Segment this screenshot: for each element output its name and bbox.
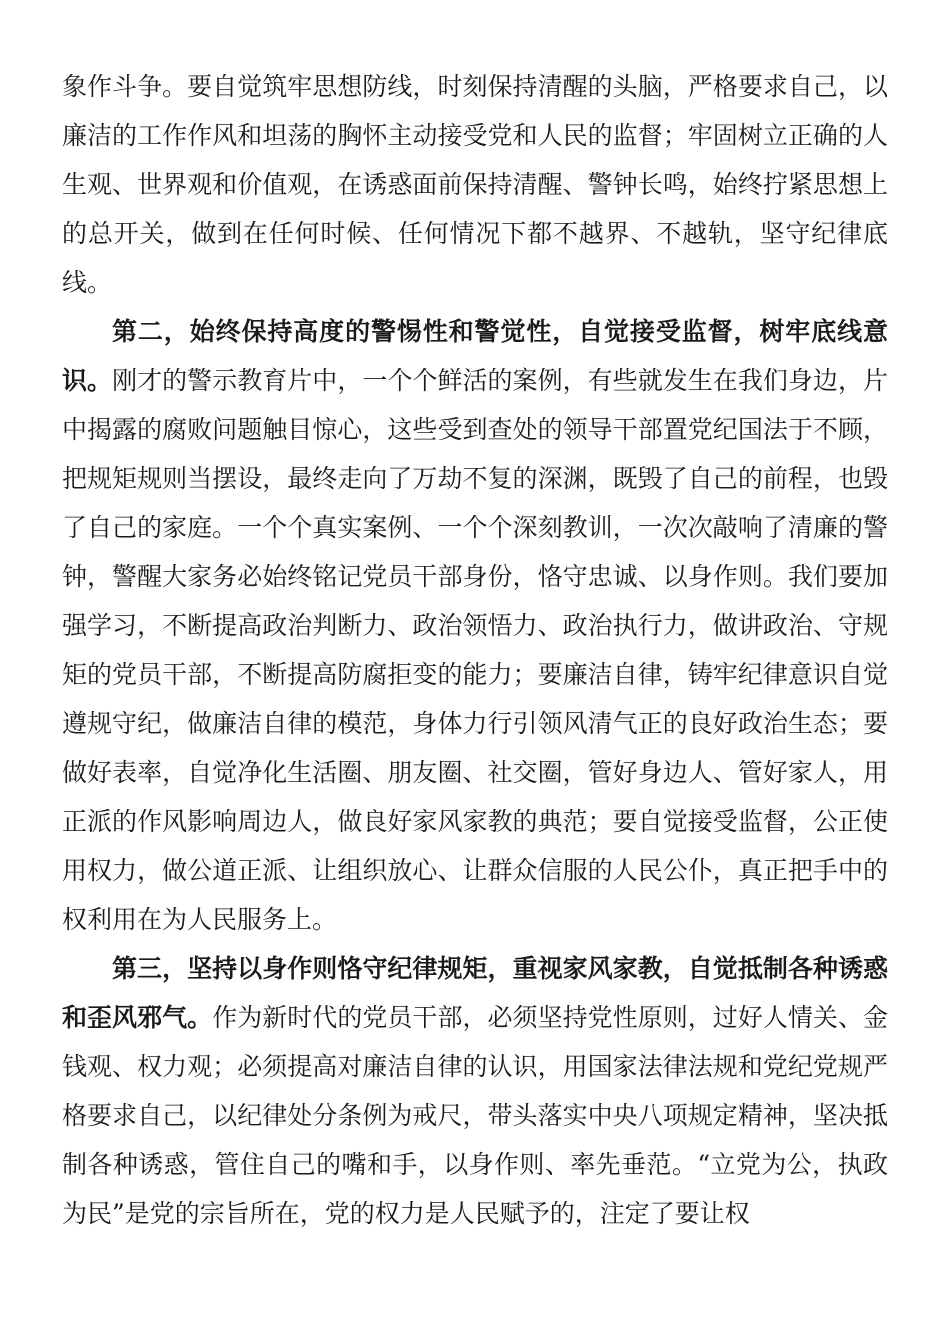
paragraph-text: 刚才的警示教育片中，一个个鲜活的案例，有些就发生在我们身边，片中揭露的腐败问题触目惊心，这些受到查处的领导干部置党纪国法于不顾，把规矩规则当摆设，最终走向了万劫不复的深渊，既毁了自己的前程，也毁了自己的家庭。一个个真实案例、一个个深刻教训，一次次敲响了清廉的警钟，警醒大家务必始终铭记党员干部身份，恪守忠诚、以身作则。我们要加强学习，不断提高政治判断力、政治领悟力、政治执行力，做讲政治、守规矩的党员干部，不断提高防腐拒变的能力；要廉洁自律，铸牢纪律意识自觉遵规守纪，做廉洁自律的模范，身体力行引领风清气正的良好政治生态；要做好表率，自觉净化生活圈、朋友圈、社交圈，管好身边人、管好家人，用正派的作风影响周边人，做良好家风家教的典范；要自觉接受监督，公正使用权力，做公道正派、让组织放心、让群众信服的人民公仆，真正把手中的权利用在为人民服务上。 — [62, 366, 888, 934]
paragraph-heading: 第二，始终保持高度的警惕性和警觉性，自觉接受监督，树牢底线意识。 — [62, 317, 888, 395]
document-body — [62, 62, 888, 1238]
paragraph-second-point — [62, 307, 888, 944]
paragraph-heading: 第三，坚持以身作则恪守纪律规矩，重视家风家教，自觉抵制各种诱惑和歪风邪气。 — [62, 954, 888, 1032]
paragraph-continuation — [62, 62, 888, 307]
paragraph-text: 作为新时代的党员干部，必须坚持党性原则，过好人情关、金钱观、权力观；必须提高对廉洁自律的认识，用国家法律法规和党纪党规严格要求自己，以纪律处分条例为戒尺，带头落实中央八项规定精神，坚决抵制各种诱惑，管住自己的嘴和手，以身作则、率先垂范。“立党为公，执政为民”是党的宗旨所在，党的权力是人民赋予的，注定了要让权 — [62, 1003, 888, 1228]
paragraph-text: 象作斗争。要自觉筑牢思想防线，时刻保持清醒的头脑，严格要求自己，以廉洁的工作作风和坦荡的胸怀主动接受党和人民的监督；牢固树立正确的人生观、世界观和价值观，在诱惑面前保持清醒、警钟长鸣，始终拧紧思想上的总开关，做到在任何时候、任何情况下都不越界、不越轨，坚守纪律底线。 — [62, 72, 888, 297]
paragraph-third-point — [62, 944, 888, 1238]
